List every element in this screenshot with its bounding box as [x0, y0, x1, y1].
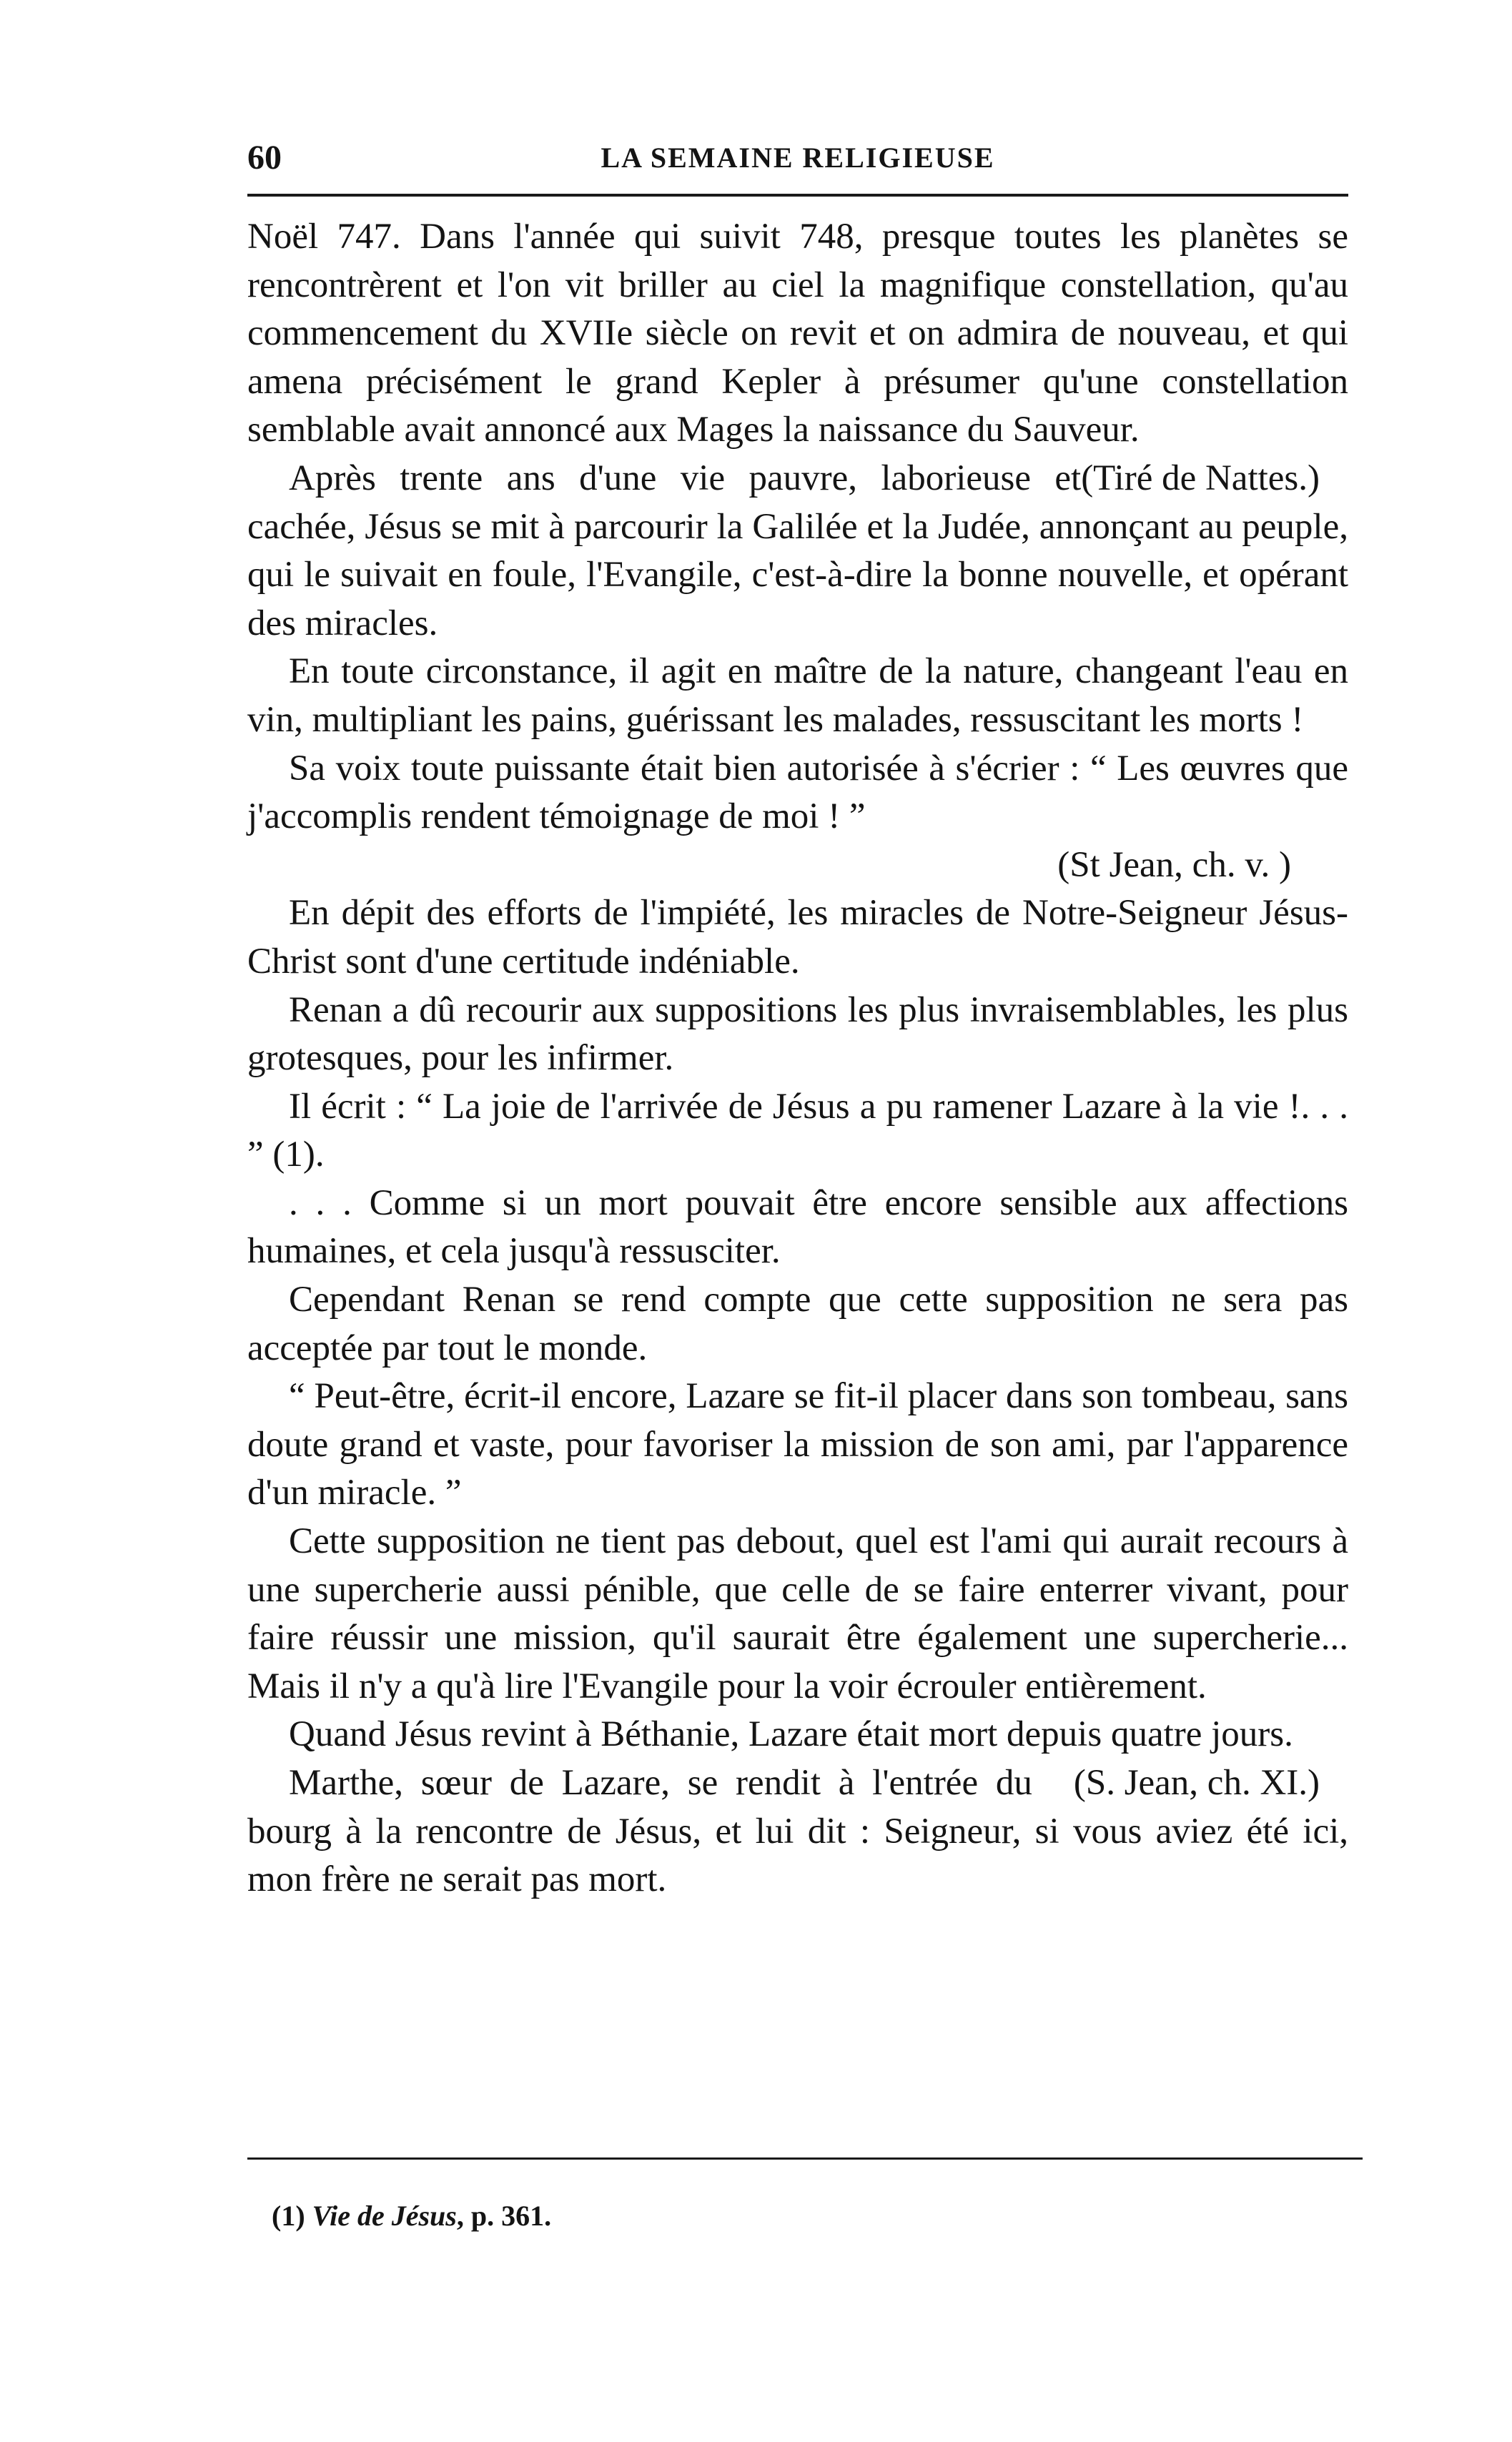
- citation-st-jean-xi: (S. Jean, ch. XI.): [1073, 1763, 1320, 1803]
- header-rule: [247, 194, 1348, 197]
- paragraph-5: En dépit des efforts de l'impiété, les miracles de Notre-Seigneur Jésus-Christ sont d'une certitude indéniable.: [247, 893, 1348, 982]
- paragraph-12: Quand Jésus revint à Béthanie, Lazare était mort depuis quatre jours. (S. Jean, ch. XI.): [247, 1711, 1348, 1759]
- page-number: 60: [247, 139, 282, 177]
- paragraph-10: “ Peut-être, écrit-il encore, Lazare se fit-il placer dans son tombeau, sans doute grand et vaste, pour favoriser la mission de son ami, par l'apparence d'un miracle. ”: [247, 1376, 1348, 1513]
- citation-nattes: (Tiré de Nattes.): [1081, 458, 1320, 498]
- paragraph-7: Il écrit : “ La joie de l'arrivée de Jésus a pu ramener Lazare à la vie !. . . ” (1).: [247, 1086, 1348, 1175]
- footnote-title: Vie de Jésus: [312, 2200, 457, 2232]
- footnote-ref: , p. 361.: [456, 2200, 552, 2232]
- footnote-marker: (1): [272, 2200, 305, 2232]
- footnote: [272, 2195, 551, 2238]
- paragraph-8: . . . Comme si un mort pouvait être encore sensible aux affections humaines, et cela jusqu'à ressusciter.: [247, 1182, 1348, 1272]
- paragraph-4: Sa voix toute puissante était bien autorisée à s'écrier : “ Les œuvres que j'accomplis rendent témoignage de moi ! ”: [247, 748, 1348, 837]
- body-text: [247, 213, 1348, 1904]
- citation-st-jean-v: (St Jean, ch. v. ): [1057, 844, 1291, 885]
- page-header: [247, 133, 1348, 183]
- paragraph-11: Cette supposition ne tient pas debout, quel est l'ami qui aurait recours à une supercherie aussi pénible, que celle de se faire enterrer vivant, pour faire réussir une mission, qu'il saurait être également une supercherie... Mais il n'y a qu'à lire l'Evangile pour la voir écrouler entièrement.: [247, 1521, 1348, 1706]
- paragraph-6: Renan a dû recourir aux suppositions les plus invraisemblables, les plus grotesques, pour les infirmer.: [247, 989, 1348, 1079]
- running-title: LA SEMAINE RELIGIEUSE: [601, 142, 995, 174]
- paragraph-3: En toute circonstance, il agit en maître de la nature, changeant l'eau en vin, multipliant les pains, guérissant les malades, ressuscitant les morts !: [247, 651, 1348, 740]
- paragraph-9: Cependant Renan se rend compte que cette supposition ne sera pas acceptée par tout le monde.: [247, 1280, 1348, 1368]
- footnote-rule: [247, 2157, 1363, 2160]
- paragraph-1: Noël 747. Dans l'année qui suivit 748, presque toutes les planètes se rencontrèrent et l'on vit briller au ciel la magnifique constellation, qu'au commencement du XVIIe siècle on revit et on admira de nouveau, et qui amena précisément le grand Kepler à présumer qu'une constellation semblable avait annoncé aux Mages la naissance du Sauveur. (Tiré de Nattes.): [247, 213, 1348, 455]
- paragraph-2: Après trente ans d'une vie pauvre, laborieuse et cachée, Jésus se mit à parcourir la Galilée et la Judée, annonçant au peuple, qui le suivait en foule, l'Evangile, c'est-à-dire la bonne nouvelle, et opérant des miracles.: [247, 458, 1348, 643]
- paragraph-13: Marthe, sœur de Lazare, se rendit à l'entrée du bourg à la rencontre de Jésus, et lui dit : Seigneur, si vous aviez été ici, mon frère ne serait pas mort.: [247, 1763, 1348, 1900]
